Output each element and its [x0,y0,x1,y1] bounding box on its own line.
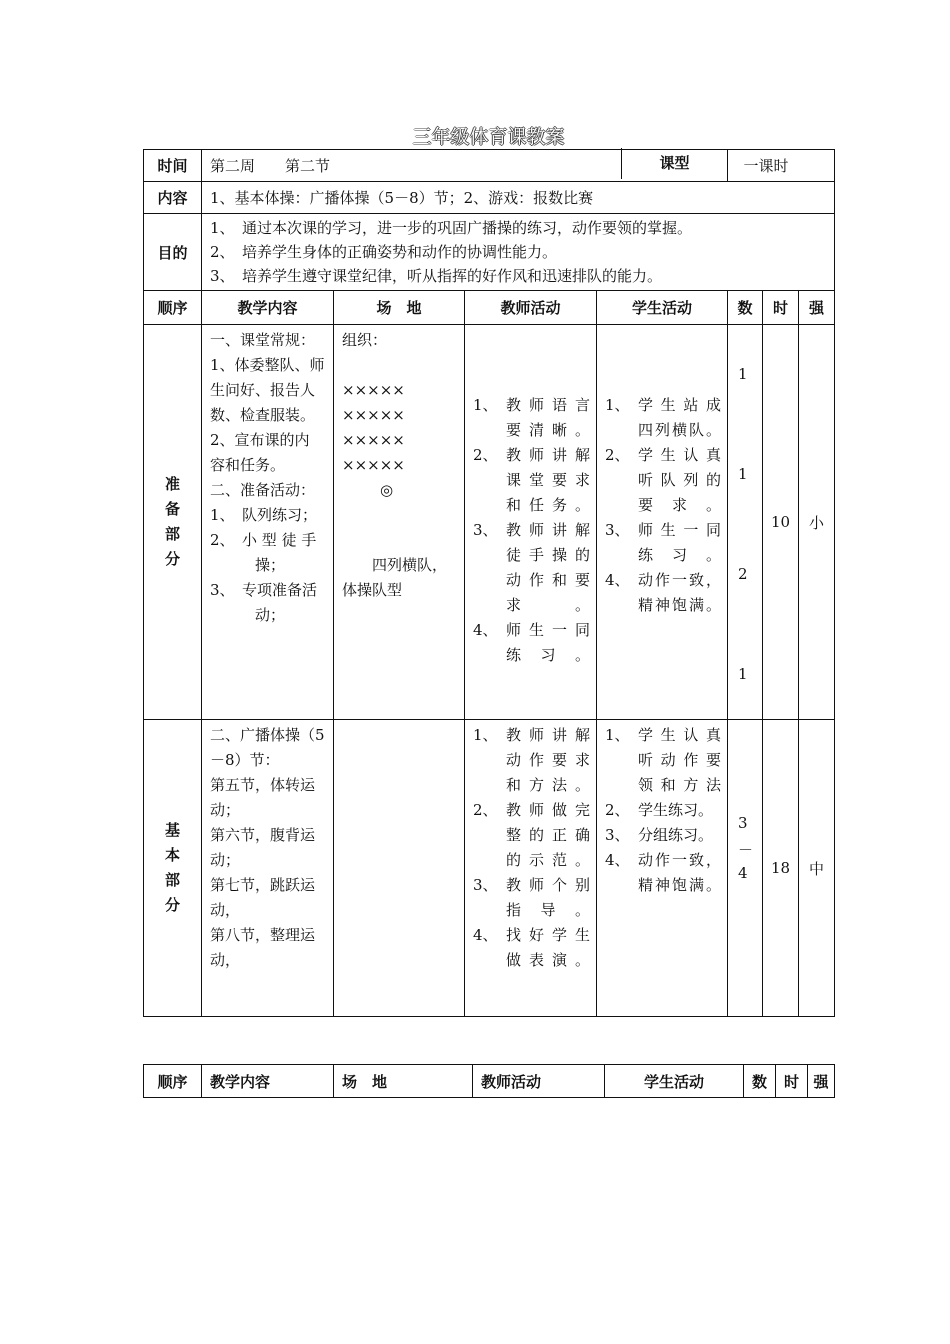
col-time: 时 [776,1065,808,1098]
item-text: 指导。 [506,901,590,919]
list-item [605,518,721,568]
purpose-item-2: 2、 培养学生身体的正确姿势和动作的协调性能力。 [210,243,558,261]
col-teacher: 教师活动 [465,291,597,325]
prep-line: 2、宣布课的内 [210,431,310,449]
item-number: 2、 [605,446,630,464]
purpose-row [144,214,835,291]
prep-content [202,325,334,720]
prep-line: 二、准备活动： [210,481,316,499]
item-number: 1、 [605,396,630,414]
col-count: 数 [728,291,763,325]
count-value: 3 [738,814,748,832]
item-text: 动作一致， [638,571,722,589]
purpose-item-1: 1、 通过本次课的学习，进一步的巩固广播操的练习，动作要领的掌握。 [210,219,693,237]
item-text: 课 堂 要 求 [506,471,590,489]
col-student: 学生活动 [597,291,728,325]
venue-formation-row: ××××× [342,456,405,474]
list-item [473,873,590,923]
item-text: 整 的 正 确 [506,826,590,844]
time-label: 时间 [144,150,202,182]
venue-label: 组织： [342,331,388,349]
basic-line: 第五节，体转运 [210,776,316,794]
item-text: 求。 [506,596,590,614]
item-text: 师 生 一 同 [506,621,590,639]
item-text: 徒 手 操 的 [506,546,590,564]
item-number: 1、 [605,726,630,744]
basic-label: 基本部分 [164,821,180,914]
item-text: 找 好 学 生 [506,926,590,944]
basic-content [202,720,334,1017]
item-text: 练习。 [638,546,722,564]
col-order: 顺序 [144,1065,202,1098]
prep-line: 1、体委整队、师 [210,356,325,374]
item-text: 教 师 讲 解 [506,446,590,464]
item-number: 3、 [605,826,630,844]
prep-line: 1、 队列练习； [210,506,318,524]
prep-intensity: 小 [799,325,835,720]
prep-label: 准备部分 [164,475,180,568]
list-item [605,823,721,848]
type-value-text: 一课时 [743,157,789,175]
item-number: 1、 [473,726,498,744]
prep-line: 2、 小 型 徒 手 [210,531,317,549]
item-text: 四列横队。 [638,421,722,439]
teacher-position-mark: ◎ [380,481,394,499]
basic-intensity: 中 [799,720,835,1017]
purpose-item-3: 3、 培养学生遵守课堂纪律，听从指挥的好作风和迅速排队的能力。 [210,267,663,285]
list-item [473,798,590,873]
item-number: 4、 [605,571,630,589]
col-intensity: 强 [808,1065,835,1098]
venue-formation-row: ××××× [342,381,405,399]
item-text: 动 作 和 要 [506,571,590,589]
prep-line: 容和任务。 [210,456,286,474]
item-text: 教 师 个 别 [506,876,590,894]
time-value [202,150,728,182]
basic-line: 动， [210,951,241,969]
col-venue: 场 地 [334,1065,473,1098]
lesson-plan-table [143,149,835,1017]
list-item [605,568,721,618]
content-label: 内容 [144,182,202,214]
col-time: 时 [763,291,799,325]
item-text: 学 生 认 真 [638,726,722,744]
col-content: 教学内容 [202,291,334,325]
basic-time: 18 [763,720,799,1017]
col-teacher: 教师活动 [473,1065,605,1098]
continuation-header-row [144,1065,835,1098]
basic-counts [728,720,763,1017]
item-number: 2、 [605,801,630,819]
item-number: 4、 [473,926,498,944]
item-text: 动作一致， [638,851,722,869]
basic-label-cell [144,720,202,1017]
time-row [144,150,835,182]
list-item [473,723,590,798]
list-item [473,393,590,443]
item-text: 动 作 要 求 [506,751,590,769]
basic-teacher-activities [465,720,597,1017]
basic-line: 第八节，整理运 [210,926,316,944]
column-header-row [144,291,835,325]
basic-section-row [144,720,835,1017]
col-venue: 场 地 [334,291,465,325]
list-item [605,723,721,798]
prep-line: 3、 专项准备活 [210,581,318,599]
item-number: 2、 [473,446,498,464]
item-text: 教 师 讲 解 [506,726,590,744]
item-text: 听 队 列 的 [638,471,722,489]
prep-venue [334,325,465,720]
item-number: 4、 [473,621,498,639]
prep-section-row [144,325,835,720]
count-value: 2 [738,565,748,583]
col-order: 顺序 [144,291,202,325]
prep-line: 操； [210,556,286,574]
page-title: 三年级体育课教案 [412,126,565,148]
item-text: 精神饱满。 [638,876,722,894]
item-text: 和方法。 [506,776,590,794]
count-value: 4 [738,864,748,882]
type-label: 课型 [621,148,727,179]
item-text: 要求。 [638,496,722,514]
purpose-label: 目的 [144,214,202,291]
count-value: － [738,841,754,859]
venue-note-1: 四列横队， [372,556,448,574]
basic-student-activities [597,720,728,1017]
venue-formation-row: ××××× [342,431,405,449]
basic-line: 动， [210,901,241,919]
continuation-table [143,1064,835,1098]
prep-line: 一、课堂常规： [210,331,316,349]
prep-line: 生问好、报告人 [210,381,316,399]
content-value: 1、基本体操：广播体操（5－8）节；2、游戏：报数比赛 [202,182,835,214]
basic-line: 第六节，腹背运 [210,826,316,844]
venue-formation-row: ××××× [342,406,405,424]
col-student: 学生活动 [605,1065,744,1098]
prep-counts [728,325,763,720]
list-item [473,518,590,618]
basic-venue [334,720,465,1017]
item-number: 2、 [473,801,498,819]
prep-label-cell [144,325,202,720]
prep-line: 动； [210,606,286,624]
count-value: 1 [738,365,748,383]
item-number: 3、 [473,521,498,539]
purpose-list [202,214,835,291]
item-text: 领和方法 [638,776,722,794]
count-value: 1 [738,465,748,483]
col-content: 教学内容 [202,1065,334,1098]
item-text: 师 生 一 同 [638,521,722,539]
prep-line: 数、检查服装。 [210,406,316,424]
item-text: 教 师 做 完 [506,801,590,819]
list-item [605,443,721,518]
prep-student-activities [597,325,728,720]
prep-time: 10 [763,325,799,720]
venue-note-2: 体操队型 [342,581,403,599]
item-text: 学生练习。 [638,801,714,819]
item-text: 分组练习。 [638,826,714,844]
item-text: 做表演。 [506,951,590,969]
item-number: 4、 [605,851,630,869]
time-value-text: 第二周 第二节 [210,157,331,175]
content-row [144,182,835,214]
item-text: 学 生 站 成 [638,396,722,414]
basic-line: －8）节： [210,751,280,769]
list-item [605,848,721,898]
item-number: 3、 [605,521,630,539]
list-item [473,618,590,668]
item-text: 和任务。 [506,496,590,514]
prep-teacher-activities [465,325,597,720]
item-text: 的示范。 [506,851,590,869]
item-text: 听 动 作 要 [638,751,722,769]
list-item [605,393,721,443]
type-value [728,150,835,182]
item-number: 3、 [473,876,498,894]
item-text: 练习。 [506,646,590,664]
list-item [473,923,590,973]
list-item [605,798,721,823]
basic-line: 二、广播体操（5 [210,726,325,744]
item-text: 要清晰。 [506,421,590,439]
item-text: 精神饱满。 [638,596,722,614]
item-number: 1、 [473,396,498,414]
item-text: 学 生 认 真 [638,446,722,464]
item-text: 教 师 讲 解 [506,521,590,539]
list-item [473,443,590,518]
col-intensity: 强 [799,291,835,325]
basic-line: 动； [210,851,241,869]
basic-line: 动； [210,801,241,819]
col-count: 数 [744,1065,776,1098]
count-value: 1 [738,665,748,683]
item-text: 教 师 语 言 [506,396,590,414]
basic-line: 第七节，跳跃运 [210,876,316,894]
